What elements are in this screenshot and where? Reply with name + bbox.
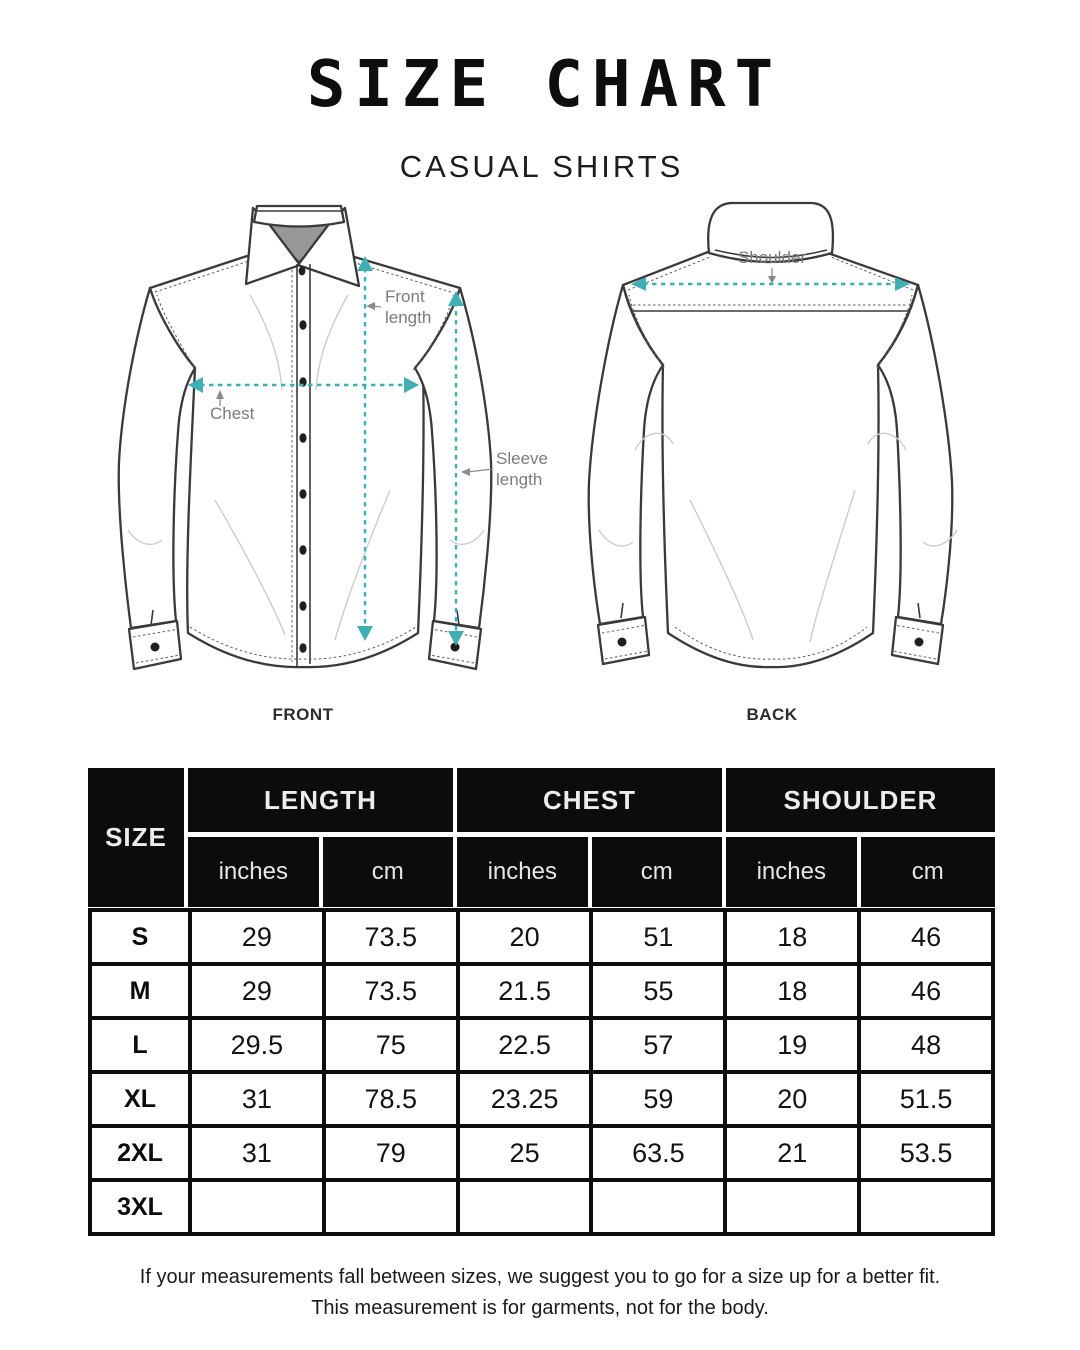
back-shirt-diagram: [575, 200, 1005, 700]
size-cell: XL: [90, 1072, 190, 1126]
table-row-2xl: [90, 1126, 993, 1180]
page-subtitle: CASUAL SHIRTS: [399, 149, 684, 184]
value-cell: 79: [324, 1126, 458, 1180]
value-cell: 25: [458, 1126, 592, 1180]
header-unit-shoulder-cm: cm: [861, 837, 996, 907]
value-cell: 29: [190, 964, 324, 1018]
fit-note: [0, 1262, 1080, 1324]
value-cell: 20: [725, 1072, 859, 1126]
table-row-m: [90, 964, 993, 1018]
value-cell: 48: [859, 1018, 993, 1072]
header-group-shoulder: SHOULDER: [726, 768, 995, 832]
value-cell: [725, 1180, 859, 1234]
value-cell: [591, 1180, 725, 1234]
table-header: [88, 768, 995, 907]
front-shirt-diagram: [100, 200, 560, 700]
value-cell: 73.5: [324, 910, 458, 964]
table-row-xl: [90, 1072, 993, 1126]
value-cell: 78.5: [324, 1072, 458, 1126]
front-length-label-line2: length: [385, 308, 432, 327]
value-cell: 73.5: [324, 964, 458, 1018]
chest-label: Chest: [210, 404, 255, 423]
value-cell: 53.5: [859, 1126, 993, 1180]
value-cell: 21: [725, 1126, 859, 1180]
table-row-l: [90, 1018, 993, 1072]
header-unit-length-cm: cm: [323, 837, 454, 907]
value-cell: 23.25: [458, 1072, 592, 1126]
value-cell: 29.5: [190, 1018, 324, 1072]
front-caption: FRONT: [272, 705, 334, 724]
header-unit-chest-inches: inches: [457, 837, 588, 907]
header-unit-chest-cm: cm: [592, 837, 723, 907]
value-cell: 20: [458, 910, 592, 964]
sleeve-length-label-line1: Sleeve: [496, 449, 548, 468]
value-cell: [859, 1180, 993, 1234]
size-cell: 2XL: [90, 1126, 190, 1180]
value-cell: 57: [591, 1018, 725, 1072]
value-cell: 51: [591, 910, 725, 964]
table-row-3xl: [90, 1180, 993, 1234]
value-cell: 51.5: [859, 1072, 993, 1126]
fit-note-line1: If your measurements fall between sizes, we suggest you to go for a size up for a better fit.: [139, 1266, 941, 1288]
value-cell: 29: [190, 910, 324, 964]
value-cell: 21.5: [458, 964, 592, 1018]
value-cell: 46: [859, 964, 993, 1018]
size-cell: 3XL: [90, 1180, 190, 1234]
value-cell: 59: [591, 1072, 725, 1126]
value-cell: [324, 1180, 458, 1234]
size-cell: S: [90, 910, 190, 964]
table-row-s: [90, 910, 993, 964]
header-group-chest: CHEST: [457, 768, 722, 832]
header-size: SIZE: [88, 768, 184, 907]
header-unit-length-inches: inches: [188, 837, 319, 907]
back-caption: BACK: [746, 705, 798, 724]
front-length-label-line1: Front: [385, 287, 425, 306]
value-cell: 31: [190, 1126, 324, 1180]
fit-note-line2: This measurement is for garments, not for the body.: [311, 1297, 769, 1319]
value-cell: 31: [190, 1072, 324, 1126]
value-cell: 22.5: [458, 1018, 592, 1072]
value-cell: 19: [725, 1018, 859, 1072]
size-cell: M: [90, 964, 190, 1018]
size-chart-table: [88, 768, 995, 1236]
value-cell: 75: [324, 1018, 458, 1072]
value-cell: 63.5: [591, 1126, 725, 1180]
shoulder-label: Shoulder: [737, 248, 807, 267]
value-cell: 55: [591, 964, 725, 1018]
back-shirt-body: [623, 245, 918, 667]
size-cell: L: [90, 1018, 190, 1072]
table-body: [88, 908, 995, 1236]
sleeve-length-label-line2: length: [496, 470, 543, 489]
value-cell: 18: [725, 964, 859, 1018]
value-cell: 18: [725, 910, 859, 964]
front-collar-band: [254, 206, 344, 227]
header-group-length: LENGTH: [188, 768, 453, 832]
value-cell: [190, 1180, 324, 1234]
page-title: SIZE CHART: [306, 48, 783, 122]
value-cell: [458, 1180, 592, 1234]
value-cell: 46: [859, 910, 993, 964]
header-unit-shoulder-inches: inches: [726, 837, 857, 907]
